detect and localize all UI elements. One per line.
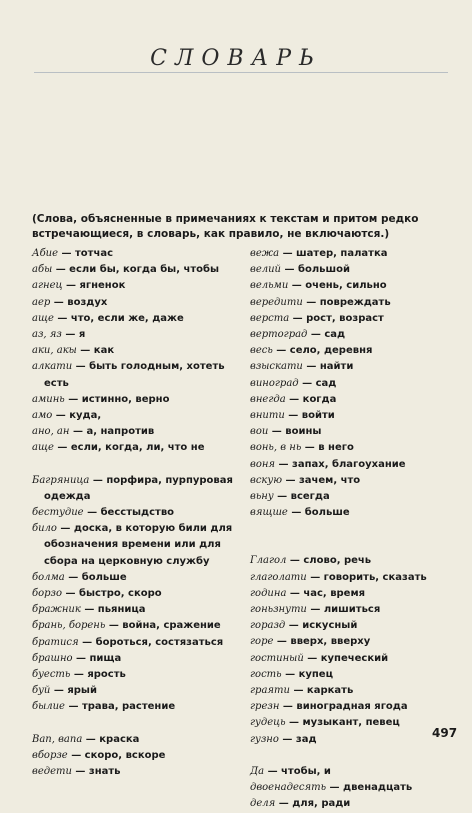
dictionary-entry bbox=[250, 667, 455, 683]
headword: Глагол bbox=[250, 555, 287, 567]
headword: бестудие bbox=[32, 507, 84, 519]
dictionary-entry bbox=[32, 440, 244, 456]
definition: — каркать bbox=[293, 685, 354, 697]
headword: Вап, вапа bbox=[32, 733, 83, 745]
headword: аз, яз bbox=[32, 329, 62, 341]
headword: велий bbox=[250, 264, 281, 276]
dictionary-entry bbox=[32, 246, 244, 262]
dictionary-entry bbox=[250, 505, 455, 521]
headword: аки, акы bbox=[32, 345, 77, 357]
definition: — воины bbox=[271, 426, 322, 438]
definition: — рост, возраст bbox=[292, 312, 384, 324]
definition: — час, время bbox=[289, 587, 366, 599]
headword: Багряница bbox=[32, 474, 90, 486]
definition: — бороться, состязаться bbox=[82, 636, 224, 648]
dictionary-entry bbox=[32, 424, 244, 440]
definition: — пьяница bbox=[84, 604, 146, 616]
dictionary-entry bbox=[32, 699, 244, 715]
dictionary-entry bbox=[32, 667, 244, 683]
headword: братися bbox=[32, 636, 79, 648]
dictionary-entry bbox=[32, 748, 244, 764]
definition: — вверх, вверху bbox=[276, 636, 371, 648]
definition: — музыкант, певец bbox=[289, 717, 400, 729]
definition: — ярый bbox=[53, 685, 97, 697]
definition: — быть голодным, хотеть есть bbox=[44, 361, 225, 389]
headword: вежа bbox=[250, 248, 280, 259]
dictionary-entry bbox=[32, 602, 244, 618]
headword: вередити bbox=[250, 296, 303, 308]
definition: — когда bbox=[289, 393, 337, 405]
headword: буй bbox=[32, 685, 51, 697]
dictionary-entry bbox=[32, 473, 244, 505]
headword: брань, борень bbox=[32, 620, 106, 632]
headword: виноград bbox=[250, 377, 299, 389]
headword: вои bbox=[250, 426, 269, 438]
headword: аер bbox=[32, 296, 51, 308]
dictionary-entry bbox=[32, 311, 244, 327]
definition: — краска bbox=[85, 733, 140, 745]
dictionary-entry bbox=[32, 764, 244, 780]
definition: — сад bbox=[302, 377, 337, 389]
entry-gap bbox=[250, 521, 455, 537]
headword: било bbox=[32, 523, 57, 535]
definition: — больше bbox=[68, 571, 127, 583]
headword: вскую bbox=[250, 474, 282, 486]
definition: — трава, растение bbox=[68, 701, 176, 713]
dictionary-entry bbox=[250, 424, 455, 440]
dictionary-entry bbox=[250, 376, 455, 392]
definition: — если, когда, ли, что не bbox=[57, 442, 205, 454]
dictionary-entry bbox=[250, 618, 455, 634]
definition: — шатер, палатка bbox=[282, 248, 388, 259]
definition: — ярость bbox=[73, 669, 126, 681]
headword: алкати bbox=[32, 361, 73, 373]
headword: вьну bbox=[250, 491, 274, 503]
dictionary-entry bbox=[250, 408, 455, 424]
dictionary-entry bbox=[250, 327, 455, 343]
dictionary-entry bbox=[250, 262, 455, 278]
headword: гудець bbox=[250, 717, 286, 729]
definition: — зад bbox=[282, 733, 317, 745]
dictionary-entry bbox=[32, 651, 244, 667]
dictionary-entry bbox=[250, 392, 455, 408]
dictionary-entry bbox=[32, 343, 244, 359]
definition: — война, сражение bbox=[108, 620, 221, 632]
dictionary-entry bbox=[32, 586, 244, 602]
dictionary-entry bbox=[250, 715, 455, 731]
dictionary-entry bbox=[250, 246, 455, 262]
dictionary-entry bbox=[250, 440, 455, 456]
dictionary-entry bbox=[32, 359, 244, 391]
page-number: 497 bbox=[432, 726, 458, 740]
headword: ано, ан bbox=[32, 426, 70, 438]
headword: Абие bbox=[32, 248, 59, 259]
headword: вящше bbox=[250, 507, 288, 519]
dictionary-entry bbox=[250, 683, 455, 699]
definition: — ягненок bbox=[65, 280, 126, 292]
dictionary-entry bbox=[32, 618, 244, 634]
entry-gap bbox=[250, 537, 455, 553]
headword: весь bbox=[250, 345, 273, 357]
dictionary-entry bbox=[32, 683, 244, 699]
headword: верста bbox=[250, 312, 290, 324]
definition: — войти bbox=[288, 410, 335, 422]
headword: болма bbox=[32, 571, 65, 583]
headword: Да bbox=[250, 765, 265, 777]
headword: брашно bbox=[32, 652, 73, 664]
entry-gap bbox=[250, 748, 455, 764]
dictionary-entry bbox=[250, 343, 455, 359]
headword: буесть bbox=[32, 669, 71, 681]
headword: амо bbox=[32, 410, 53, 422]
headword: гузно bbox=[250, 733, 279, 745]
definition: — говорить, сказать bbox=[310, 571, 427, 583]
definition: — что, если же, даже bbox=[57, 312, 184, 324]
headword: горе bbox=[250, 636, 274, 648]
definition: — пища bbox=[76, 652, 122, 664]
definition: — для, ради bbox=[278, 798, 351, 810]
headword: ведети bbox=[32, 766, 72, 778]
dictionary-entry bbox=[250, 732, 455, 748]
headword: былие bbox=[32, 701, 65, 713]
headword: внити bbox=[250, 410, 285, 422]
headword: гостиный bbox=[250, 652, 304, 664]
dictionary-entry bbox=[250, 359, 455, 375]
dictionary-entry bbox=[250, 311, 455, 327]
definition: — бесстыдство bbox=[87, 507, 175, 519]
intro-note: (Слова, объясненные в примечаниях к текстам и притом редко встречающиеся, в словарь, как правило, не включаются.) bbox=[32, 213, 419, 240]
headword: глаголати bbox=[250, 571, 307, 583]
headword: деля bbox=[250, 798, 276, 810]
entry-gap bbox=[32, 457, 244, 473]
definition: — искусный bbox=[288, 620, 358, 632]
dictionary-entry bbox=[250, 570, 455, 586]
definition: — всегда bbox=[277, 491, 330, 503]
definition: — купеческий bbox=[307, 652, 389, 664]
headword: внегда bbox=[250, 393, 286, 405]
headword: абы bbox=[32, 264, 53, 276]
definition: — скоро, вскоре bbox=[71, 749, 166, 761]
dictionary-entry bbox=[32, 408, 244, 424]
dictionary-entry bbox=[250, 796, 455, 812]
dictionary-entry bbox=[32, 295, 244, 311]
definition: — виноградная ягода bbox=[282, 701, 408, 713]
headword: агнец bbox=[32, 280, 63, 292]
left-column bbox=[32, 246, 244, 780]
dictionary-entry bbox=[32, 262, 244, 278]
definition: — тотчас bbox=[61, 248, 114, 259]
dictionary-entry bbox=[32, 278, 244, 294]
definition: — лишиться bbox=[310, 604, 381, 616]
definition: — а, напротив bbox=[72, 426, 155, 438]
definition: — зачем, что bbox=[285, 474, 361, 486]
definition: — купец bbox=[285, 668, 333, 680]
dictionary-entry bbox=[32, 570, 244, 586]
dictionary-entry bbox=[250, 586, 455, 602]
dictionary-entry bbox=[250, 489, 455, 505]
definition: — двенадцать bbox=[329, 782, 413, 794]
dictionary-entry bbox=[250, 553, 455, 569]
definition: — сад bbox=[310, 329, 346, 341]
definition: — чтобы, и bbox=[267, 765, 331, 777]
definition: — если бы, когда бы, чтобы bbox=[55, 264, 220, 276]
definition: — повреждать bbox=[306, 296, 391, 308]
definition: — село, деревня bbox=[276, 345, 373, 357]
headword: аминь bbox=[32, 393, 65, 405]
dictionary-entry bbox=[32, 521, 244, 570]
definition: — больше bbox=[291, 507, 350, 519]
dictionary-entry bbox=[250, 764, 455, 780]
definition: — большой bbox=[284, 264, 350, 276]
definition: — запах, благоухание bbox=[278, 458, 406, 470]
headword: година bbox=[250, 587, 287, 599]
headword: бражник bbox=[32, 604, 81, 616]
definition: — я bbox=[65, 329, 86, 341]
dictionary-entry bbox=[250, 699, 455, 715]
definition: — быстро, скоро bbox=[65, 588, 162, 600]
headword: горазд bbox=[250, 620, 286, 632]
dictionary-entry bbox=[32, 505, 244, 521]
dictionary-entry bbox=[250, 651, 455, 667]
definition: — знать bbox=[75, 766, 121, 778]
definition: — как bbox=[80, 345, 115, 357]
dictionary-entry bbox=[250, 780, 455, 796]
definition: — слово, речь bbox=[289, 555, 372, 567]
definition: — найти bbox=[306, 361, 354, 373]
definition: — в него bbox=[304, 442, 354, 454]
definition: — воздух bbox=[53, 296, 108, 308]
definition: — истинно, верно bbox=[68, 393, 170, 405]
definition: — очень, сильно bbox=[291, 280, 387, 292]
headword: борзо bbox=[32, 588, 62, 600]
dictionary-entry bbox=[250, 295, 455, 311]
dictionary-entry bbox=[250, 634, 455, 650]
headword: аще bbox=[32, 312, 54, 324]
headword: вонь, в нь bbox=[250, 442, 302, 454]
right-column bbox=[250, 246, 458, 813]
headword: гоньзнути bbox=[250, 604, 307, 616]
headword: гость bbox=[250, 668, 282, 680]
dictionary-entry bbox=[32, 327, 244, 343]
definition: — доска, в которую били для обозначения времени или для сбора на церковную службу bbox=[44, 523, 233, 567]
dictionary-entry bbox=[32, 392, 244, 408]
page-title: СЛОВАРЬ bbox=[150, 46, 322, 71]
title-rule bbox=[34, 72, 448, 73]
dictionary-entry bbox=[250, 278, 455, 294]
headword: граяти bbox=[250, 685, 290, 697]
headword: вельми bbox=[250, 280, 289, 292]
headword: воня bbox=[250, 458, 276, 470]
dictionary-entry bbox=[250, 473, 455, 489]
dictionary-entry bbox=[32, 635, 244, 651]
definition: — куда, bbox=[55, 410, 102, 422]
headword: аще bbox=[32, 442, 54, 454]
dictionary-entry bbox=[250, 602, 455, 618]
headword: двоенадесять bbox=[250, 782, 327, 794]
headword: вборзе bbox=[32, 749, 68, 761]
entry-gap bbox=[32, 716, 244, 732]
headword: грезн bbox=[250, 701, 280, 713]
dictionary-entry bbox=[250, 457, 455, 473]
headword: взыскати bbox=[250, 361, 303, 373]
headword: вертоград bbox=[250, 329, 308, 341]
dictionary-entry bbox=[32, 732, 244, 748]
definition: — порфира, пурпуровая одежда bbox=[44, 474, 233, 502]
